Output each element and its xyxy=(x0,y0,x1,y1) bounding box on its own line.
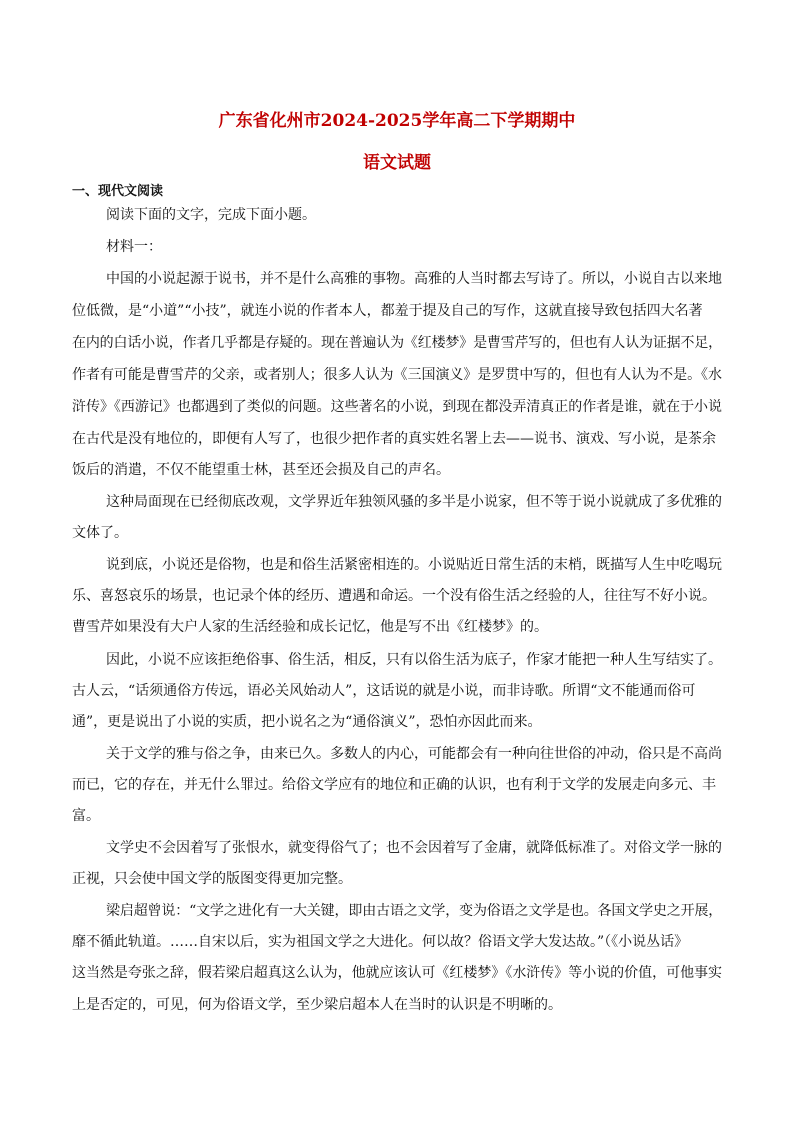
instruction-text: 阅读下面的文字，完成下面小题。 xyxy=(106,207,316,223)
paragraph-line: 在内的白话小说，作者几乎都是存疑的。现在普遍认为《红楼梦》是曹雪芹写的，但也有人认为证据不足， xyxy=(72,335,723,351)
section-heading: 一、现代文阅读 xyxy=(72,184,164,199)
paragraph-line: 正视，只会使中国文学的版图变得更加完整。 xyxy=(72,871,352,887)
document-title: 广东省化州市2024-2025学年高二下学期期中 xyxy=(218,111,576,131)
paragraph-line: 梁启超曾说：“文学之进化有一大关键，即由古语之文学，变为俗语之文学是也。各国文学史之开展， xyxy=(106,903,723,919)
paragraph-line: 曹雪芹如果没有大户人家的生活经验和成长记忆，他是写不出《红楼梦》的。 xyxy=(72,619,548,635)
paragraph-line: 文体了。 xyxy=(72,525,128,541)
paragraph-line: 通”，更是说出了小说的实质，把小说名之为“通俗演义”，恐怕亦因此而来。 xyxy=(72,714,542,730)
paragraph-line: 文学史不会因着写了张恨水，就变得俗气了；也不会因着写了金庸，就降低标准了。对俗文学一脉的 xyxy=(106,840,722,856)
paragraph-line: 位低微，是“小道”“小技”，就连小说的作者本人，都羞于提及自己的写作，这就直接导致包括四大名著 xyxy=(72,303,703,319)
document-subtitle: 语文试题 xyxy=(363,153,431,173)
paragraph-line: 古人云，“话须通俗方传远，语必关风始动人”，这话说的就是小说，而非诗歌。所谓“文不能通而俗可 xyxy=(72,683,696,699)
paragraph-line: 中国的小说起源于说书，并不是什么高雅的事物。高雅的人当时都去写诗了。所以，小说自古以来地 xyxy=(106,271,722,287)
material-label: 材料一： xyxy=(106,239,162,255)
paragraph-line: 浒传》《西游记》也都遇到了类似的问题。这些著名的小说，到现在都没弄清真正的作者是谁，就在于小说 xyxy=(72,399,723,415)
paragraph-line: 因此，小说不应该拒绝俗事、俗生活，相反，只有以俗生活为底子，作家才能把一种人生写结实了。 xyxy=(106,652,722,668)
paragraph-line: 关于文学的雅与俗之争，由来已久。多数人的内心，可能都会有一种向往世俗的冲动，俗只是不高尚 xyxy=(106,746,722,762)
paragraph-line: 这当然是夸张之辞，假若梁启超真这么认为，他就应该认可《红楼梦》《水浒传》等小说的价值，可他事实 xyxy=(72,965,723,981)
paragraph-line: 说到底，小说还是俗物，也是和俗生活紧密相连的。小说贴近日常生活的末梢，既描写人生中吃喝玩 xyxy=(106,557,722,573)
paragraph-line: 乐、喜怒哀乐的场景，也记录个体的经历、遭遇和命运。一个没有俗生活之经验的人，往往写不好小说。 xyxy=(72,588,716,604)
paragraph-line: 在古代是没有地位的，即便有人写了，也很少把作者的真实姓名署上去——说书、演戏、写小说，是茶余 xyxy=(72,431,716,447)
paragraph-line: 而已，它的存在，并无什么罪过。给俗文学应有的地位和正确的认识，也有利于文学的发展走向多元、丰 xyxy=(72,777,716,793)
paragraph-line: 富。 xyxy=(72,808,100,824)
paragraph-line: 作者有可能是曹雪芹的父亲，或者别人；很多人认为《三国演义》是罗贯中写的，但也有人认为不是。《水 xyxy=(72,367,723,383)
paragraph-line: 饭后的消遣，不仅不能望重士林，甚至还会损及自己的声名。 xyxy=(72,462,450,478)
paragraph-line: 这种局面现在已经彻底改观，文学界近年独领风骚的多半是小说家，但不等于说小说就成了多优雅的 xyxy=(106,494,722,510)
paragraph-line: 上是否定的，可见，何为俗语文学，至少梁启超本人在当时的认识是不明晰的。 xyxy=(72,997,562,1013)
paragraph-line: 靡不循此轨道。……自宋以后，实为祖国文学之大进化。何以故？俗语文学大发达故。”（《小说丛话》 xyxy=(72,934,689,950)
